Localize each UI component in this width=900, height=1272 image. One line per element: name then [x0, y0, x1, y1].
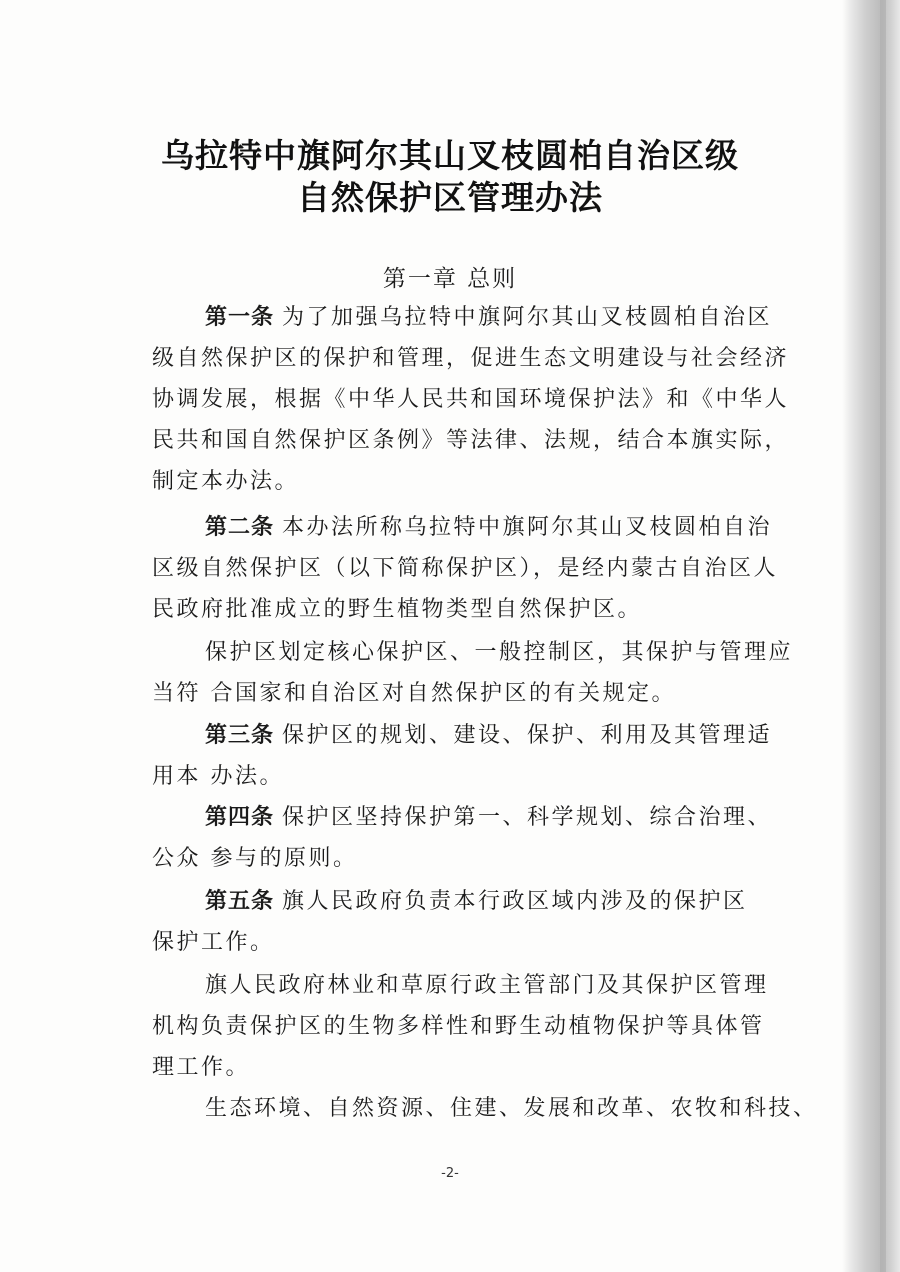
article-label: 第四条 — [205, 805, 275, 830]
article-5-line-1: 第五条 旗人民政府负责本行政区域内涉及的保护区 — [205, 889, 748, 914]
article-label: 第一条 — [205, 305, 275, 330]
article-label: 第二条 — [205, 515, 275, 540]
article-1-line-2: 级自然保护区的保护和管理，促进生态文明建设与社会经济 — [152, 346, 790, 371]
article-1-line-3: 协调发展，根据《中华人民共和国环境保护法》和《中华人 — [152, 387, 790, 412]
page-number: -2- — [441, 1166, 459, 1181]
article-2-line-1: 第二条 本办法所称乌拉特中旗阿尔其山叉枝圆柏自治 — [205, 515, 773, 540]
article-2-line-2: 区级自然保护区（以下简称保护区），是经内蒙古自治区人 — [152, 556, 779, 581]
paragraph-zones-line-2: 当符 合国家和自治区对自然保护区的有关规定。 — [152, 681, 676, 706]
paragraph-forestry-line-3: 理工作。 — [152, 1055, 251, 1080]
document-title-line-2: 自然保护区管理办法 — [297, 178, 603, 217]
article-label: 第三条 — [205, 723, 275, 748]
paragraph-zones-line-1: 保护区划定核心保护区、一般控制区，其保护与管理应 — [205, 640, 794, 665]
paragraph-forestry-line-1: 旗人民政府林业和草原行政主管部门及其保护区管理 — [205, 973, 769, 998]
article-2-line-3: 民政府批准成立的野生植物类型自然保护区。 — [152, 597, 643, 622]
article-1-line-4: 民共和国自然保护区条例》等法律、法规，结合本旗实际， — [152, 428, 790, 453]
chapter-heading: 第一章 总则 — [382, 266, 518, 292]
article-label: 第五条 — [205, 889, 275, 914]
document-title-line-1: 乌拉特中旗阿尔其山叉枝圆柏自治区级 — [161, 136, 739, 175]
article-3-line-1: 第三条 保护区的规划、建设、保护、利用及其管理适 — [205, 723, 773, 748]
article-4-line-1: 第四条 保护区坚持保护第一、科学规划、综合治理、 — [205, 805, 773, 830]
article-1-line-5: 制定本办法。 — [152, 469, 300, 494]
article-3-line-2: 用本 办法。 — [152, 764, 284, 789]
scan-shadow-edge — [842, 0, 900, 1272]
scan-binding-shadow — [880, 0, 886, 1272]
article-1-line-1: 第一条 为了加强乌拉特中旗阿尔其山叉枝圆柏自治区 — [205, 305, 773, 330]
article-5-line-2: 保护工作。 — [152, 930, 275, 955]
paragraph-departments-line-1: 生态环境、自然资源、住建、发展和改革、农牧和科技、 — [205, 1096, 818, 1121]
paragraph-forestry-line-2: 机构负责保护区的生物多样性和野生动植物保护等具体管 — [152, 1014, 765, 1039]
article-4-line-2: 公众 参与的原则。 — [152, 846, 358, 871]
